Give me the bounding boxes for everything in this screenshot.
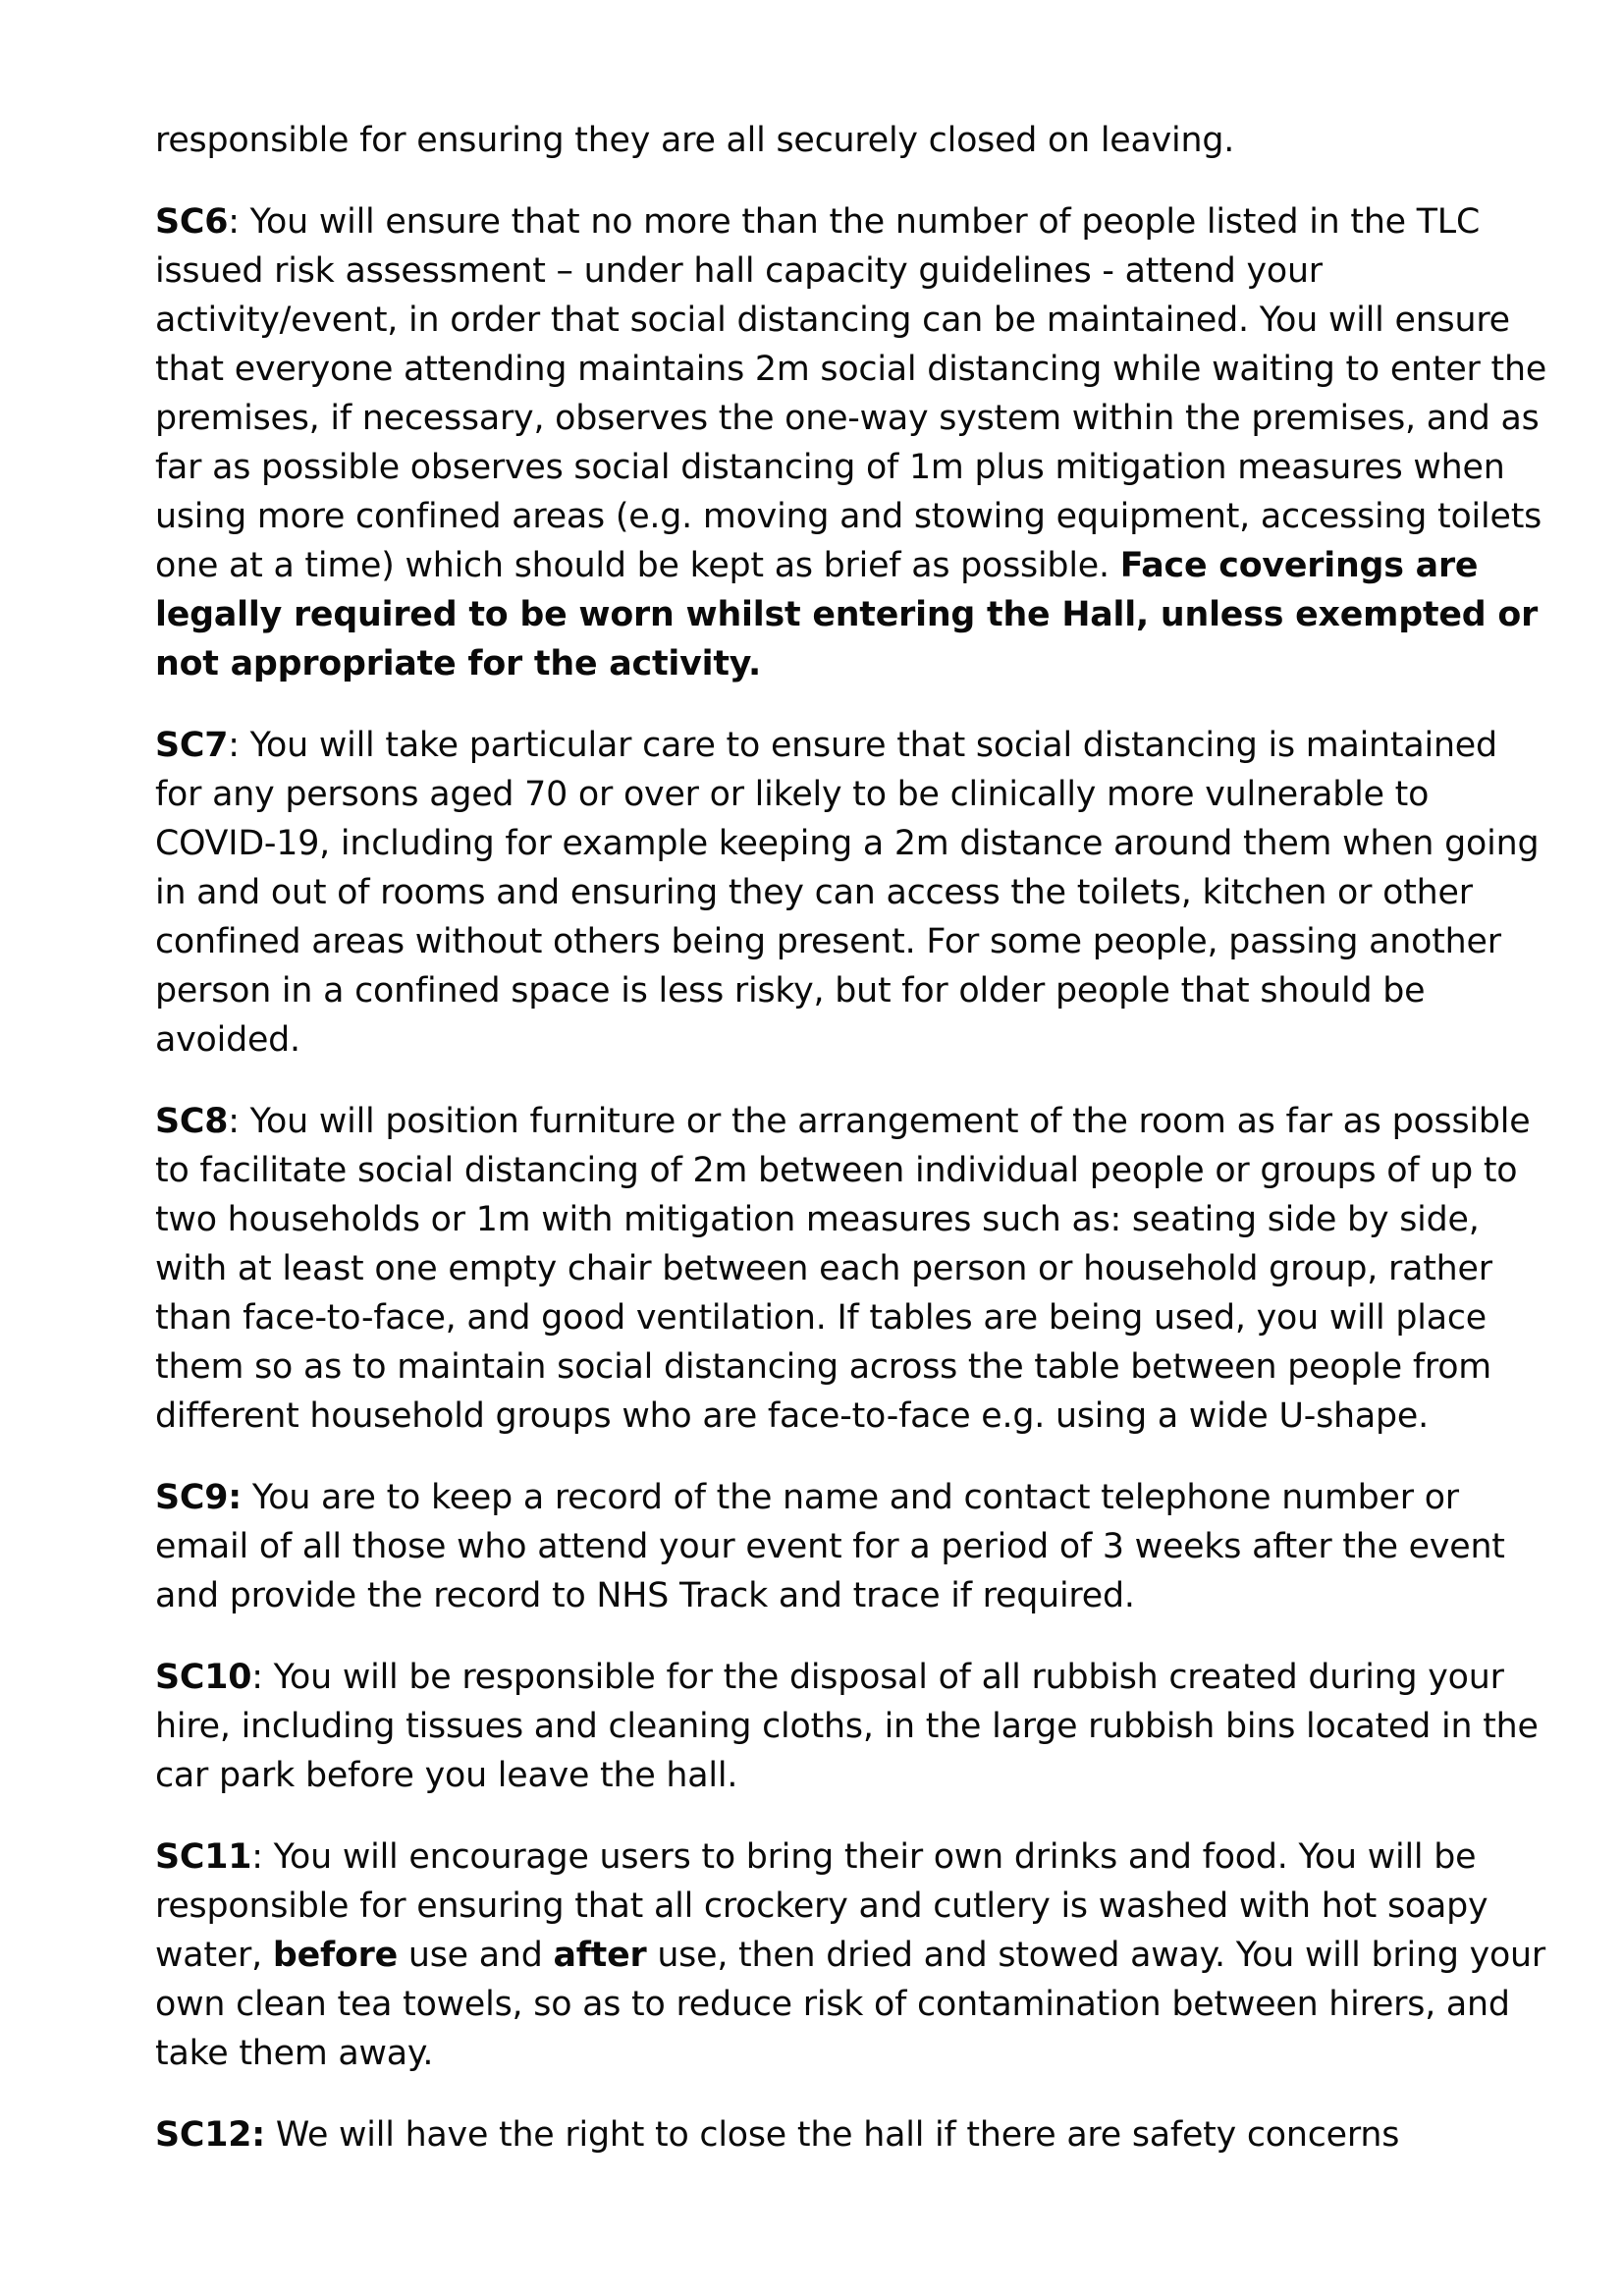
clause-label-suffix: : <box>251 1837 274 1877</box>
clause-sc6 <box>155 197 1549 688</box>
clause-sc12 <box>155 2110 1549 2159</box>
clause-label: SC9: <box>155 1478 242 1517</box>
clause-text-bold: after <box>553 1936 647 1975</box>
clause-text: You will encourage users to bring their own drinks and food. You will be responsible for ensuring that all crockery and cutlery is washed with hot soapy water, <box>155 1837 1488 1975</box>
clause-label: SC11 <box>155 1837 252 1877</box>
clause-text: You will take particular care to ensure that social distancing is maintained for any persons aged 70 or over or likely to be clinically more vulnerable to COVID-19, including for example keeping a 2m distance around them when going in and out of rooms and ensuring they can access the toilets, kitchen or other confined areas without others being present. For some people, passing another person in a confined space is less risky, but for older people that should be avoided. <box>155 726 1540 1060</box>
clause-text-bold: before <box>272 1936 398 1975</box>
document-page <box>155 116 1549 2192</box>
clause-label-suffix: : <box>251 1658 274 1697</box>
clause-sc8 <box>155 1097 1549 1441</box>
clause-text: You are to keep a record of the name and contact telephone number or email of all those who attend your event for a period of 3 weeks after the event and provide the record to NHS Track and trace if required. <box>155 1478 1505 1615</box>
clause-sc9 <box>155 1473 1549 1620</box>
clause-text: use and <box>398 1936 554 1975</box>
clause-label: SC7 <box>155 726 229 765</box>
clause-label-suffix <box>265 2115 276 2155</box>
clause-label: SC6 <box>155 202 229 242</box>
clause-text: You will be responsible for the disposal of all rubbish created during your hire, including tissues and cleaning cloths, in the large rubbish bins located in the car park before you leave the hall. <box>155 1658 1539 1795</box>
clause-label-suffix <box>242 1478 252 1517</box>
clause-sc7 <box>155 721 1549 1065</box>
clause-text-bold: Face coverings are legally required to be worn whilst entering the Hall, unless exempted or not appropriate for the activity. <box>155 546 1539 683</box>
clause-text: We will have the right to close the hall if there are safety concerns <box>275 2115 1400 2155</box>
clause-sc11 <box>155 1832 1549 2078</box>
clause-text: You will ensure that no more than the number of people listed in the TLC issued risk assessment – under hall capacity guidelines - attend your activity/event, in order that social distancing can be maintained. You will ensure that everyone attending maintains 2m social distancing while waiting to enter the premises, if necessary, observes the one-way system within the premises, and as far as possible observes social distancing of 1m plus mitigation measures when using more confined areas (e.g. moving and stowing equipment, accessing toilets one at a time) which should be kept as brief as possible. <box>155 202 1547 585</box>
clause-label-suffix: : <box>228 1102 250 1141</box>
intro-fragment: responsible for ensuring they are all securely closed on leaving. <box>155 121 1235 160</box>
clause-text: use, then dried and stowed away. You will bring your own clean tea towels, so as to reduce risk of contamination between hirers, and take them away. <box>155 1936 1546 2073</box>
clause-label: SC12: <box>155 2115 265 2155</box>
clause-sc10 <box>155 1653 1549 1800</box>
clause-text: You will position furniture or the arrangement of the room as far as possible to facilitate social distancing of 2m between individual people or groups of up to two households or 1m with mitigation measures such as: seating side by side, with at least one empty chair between each person or household group, rather than face-to-face, and good ventilation. If tables are being used, you will place them so as to maintain social distancing across the table between people from different household groups who are face-to-face e.g. using a wide U-shape. <box>155 1102 1531 1436</box>
clause-label: SC10 <box>155 1658 252 1697</box>
clause-label-suffix: : <box>228 202 250 242</box>
clause-label: SC8 <box>155 1102 229 1141</box>
clause-label-suffix: : <box>228 726 250 765</box>
